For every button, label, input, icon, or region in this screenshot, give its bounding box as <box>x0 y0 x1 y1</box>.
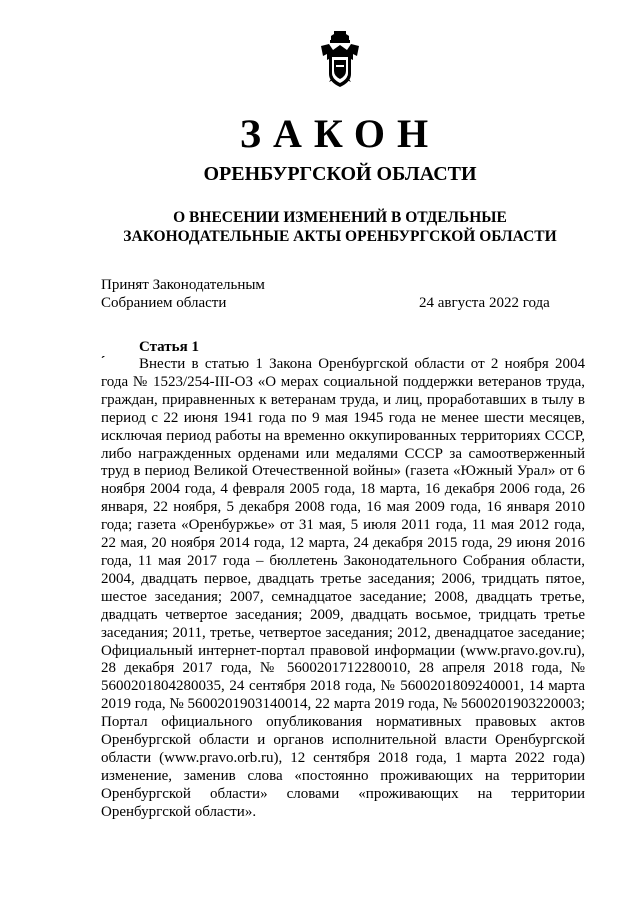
law-subject-title <box>0 208 640 246</box>
law-subject-line-2: ЗАКОНОДАТЕЛЬНЫЕ АКТЫ ОРЕНБУРГСКОЙ ОБЛАСТИ <box>123 228 557 245</box>
law-subject-line-1: О ВНЕСЕНИИ ИЗМЕНЕНИЙ В ОТДЕЛЬНЫЕ <box>173 209 507 226</box>
adoption-statement <box>101 276 265 312</box>
margin-mark: ˏ <box>101 344 106 359</box>
document-type-title: ЗАКОН <box>239 111 441 156</box>
adoption-line-2: Собранием области <box>101 295 227 311</box>
region-title: ОРЕНБУРГСКОЙ ОБЛАСТИ <box>203 163 477 185</box>
article-text: Внести в статью 1 Закона Оренбургской области от 2 ноября 2004 года № 1523/254-III-ОЗ «О мерах социальной поддержки ветеранов труда, граждан, приравненных к ветеранам труда, и лиц, проработавших в тылу в период с 22 июня 1941 года по 9 мая 1945 года не менее шести месяцев, исключая период работы на временно оккупированных территориях СССР, либо награжденных орденами или медалями СССР за самоотверженный труд в период Великой Отечественной войны» (газета «Южный Урал» от 6 ноября 2004 года, 4 февраля 2005 года, 18 марта, 16 декабря 2006 года, 26 января, 22 ноября, 5 декабря 2008 года, 16 мая 2009 года, 16 января 2010 года; газета «Оренбуржье» от 31 мая, 5 июля 2011 года, 11 мая 2012 года, 22 мая, 20 ноября 2014 года, 12 марта, 24 декабря 2015 года, 29 июня 2016 года, 11 мая 2017 года – бюллетень Законодательного Собрания области, 2004, двадцать первое, двадцать третье заседания; 2006, тридцать пятое, шестое заседания; 2007, семнадцатое заседание; 2008, двадцать третье, двадцать четвертое заседания; 2009, двадцать восьмое, тридцать третье заседания; 2011, третье, четвертое заседания; 2012, двенадцатое заседание; Официальный интернет-портал правовой информации (www.pravo.gov.ru), 28 декабря 2017 года, № 5600201712280010, 28 апреля 2018 года, № 5600201804280035, 24 сентября 2018 года, № 5600201809240001, 14 марта 2019 года, № 5600201903140014, 22 марта 2019 года, № 5600201903220003; Портал официального опубликования нормативных правовых актов Оренбургской области и органов исполнительной власти Оренбургской области (www.pravo.orb.ru), 12 сентября 2018 года, 1 марта 2022 года) изменение, заменив слова «постоянно проживающих на территории Оренбургской области» словами «проживающих на территории Оренбургской области». <box>101 356 585 820</box>
article-heading: Статья 1 <box>139 339 199 355</box>
adoption-date: 24 августа 2022 года <box>419 295 550 311</box>
coat-of-arms-icon <box>319 30 361 88</box>
adoption-line-1: Принят Законодательным <box>101 277 265 293</box>
